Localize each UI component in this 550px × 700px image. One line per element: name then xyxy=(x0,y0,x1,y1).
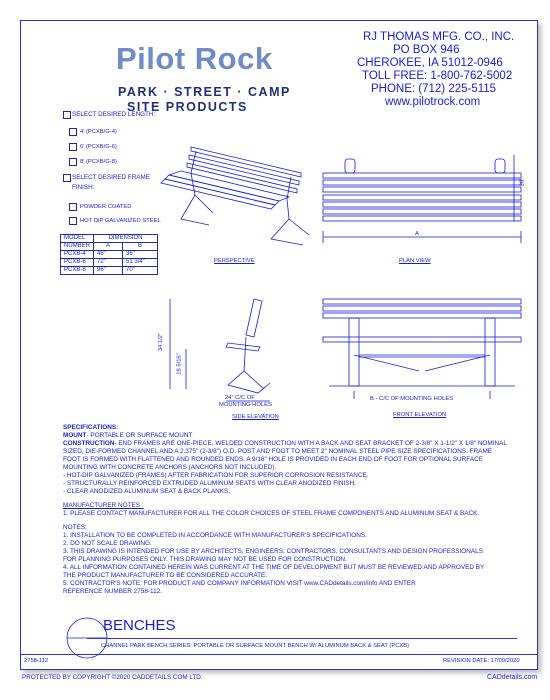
footer-brand[interactable]: CADdetails.com xyxy=(487,674,538,681)
note-line: REFERENCE NUMBER 2758-112. xyxy=(63,588,162,595)
title: BENCHES xyxy=(103,617,176,634)
perspective-label: PERSPECTIVE xyxy=(214,258,255,264)
company-tollfree: TOLL FREE: 1-800-762-5002 xyxy=(362,70,513,82)
logo-tagline: PARK · STREET · CAMP xyxy=(118,85,291,99)
plan-view-drawing xyxy=(319,149,529,259)
specs-construction-label: CONSTRUCTION xyxy=(63,440,115,447)
specs-line: - STRUCTURALLY REINFORCED EXTRUDED ALUMINUM SEATS WITH CLEAR ANODIZED FINISH. xyxy=(63,480,356,487)
side-dim-24-line1: 24" C/C OF xyxy=(225,395,255,401)
ref-number: 2758-112 xyxy=(24,658,49,664)
logo-brand: Pilot Rock xyxy=(116,41,273,76)
finish-option-galvanized: HOT DIP GALVANIZED STEEL xyxy=(80,218,161,224)
side-dim-18: 18 5/16" xyxy=(176,353,183,375)
plan-dim-26: 26" xyxy=(519,177,526,187)
checkbox-finish[interactable] xyxy=(63,174,71,182)
specs-heading: SPECIFICATIONS: xyxy=(63,424,119,431)
table-row xyxy=(61,267,158,275)
company-phone: PHONE: (712) 225-5115 xyxy=(371,83,497,95)
drawing-sheet xyxy=(20,20,538,670)
subtitle: CHANNEL PARK BENCH SERIES: PORTABLE OR SURFACE MOUNT BENCH W/ ALUMINUM BACK & SEAT (PCXB) xyxy=(101,643,410,649)
length-option-6: 6' (PCXB/G-6) xyxy=(80,144,117,150)
side-elevation-label: SIDE ELEVATION xyxy=(232,414,279,420)
table-cell-a: 72" xyxy=(94,259,123,267)
table-row xyxy=(61,259,158,267)
perspective-drawing xyxy=(151,117,321,247)
note-line: THE PRODUCT MANUFACTURER TO BE CONSIDERED ACCURATE. xyxy=(63,572,268,579)
side-dim-34: 34 1/2" xyxy=(158,332,165,352)
note-line: 3. THIS DRAWING IS INTENDED FOR USE BY ARCHITECTS, ENGINEERS, CONTRACTORS, CONSULTANTS AND DESIGN PROFESSIONALS xyxy=(63,548,483,555)
plan-dim-a: A xyxy=(415,231,419,237)
table-cell-b: 70" xyxy=(123,267,158,275)
plan-view-label: PLAN VIEW xyxy=(399,258,431,264)
company-city: CHEROKEE, IA 51012-0946 xyxy=(357,57,503,69)
checkbox-length-8[interactable] xyxy=(69,158,77,166)
checkbox-powder-coated[interactable] xyxy=(69,203,77,211)
specs-line: SIZED, DIE-FORMED CHANNEL AND A 2.375" (2-3/8") O.D. POST AND FOOT TO MEET 2" NOMINAL STEEL PIPE SIZE SPECIFICATIONS. FRAME xyxy=(63,448,493,455)
front-dim-b: B - C/C OF MOUNTING HOLES xyxy=(370,396,454,402)
note-line: 2. DO NOT SCALE DRAWING. xyxy=(63,540,152,547)
dimension-table xyxy=(60,234,158,275)
table-header-dimension: DIMENSION xyxy=(94,235,158,243)
checkbox-length-6[interactable] xyxy=(69,143,77,151)
front-elevation-drawing xyxy=(319,295,529,405)
note-line: 5. CONTRACTOR'S NOTE: FOR PRODUCT AND COMPANY INFORMATION VISIT www.CADdetails.com/info AND ENTER xyxy=(63,580,416,587)
specs-line: FOOT IS FORMED WITH FLATTENED AND ROUNDED ENDS. A 9/16" HOLE IS PROVIDED IN EACH END OF FOOT FOR OPTIONAL SURFACE xyxy=(63,456,483,463)
specs-mount xyxy=(63,432,192,440)
checkbox-length[interactable] xyxy=(63,111,71,119)
table-header-number: NUMBER xyxy=(61,243,94,251)
company-web: www.pilotrock.com xyxy=(385,96,481,108)
table-header-a: A xyxy=(94,243,123,251)
table-header-model: MODEL xyxy=(61,235,94,243)
table-cell-b: 51 3/4" xyxy=(123,259,158,267)
finish-option-powder: POWDER COATED xyxy=(80,204,132,210)
specs-line: MOUNTING WITH CONCRETE ANCHORS (ANCHORS NOT INCLUDED). xyxy=(63,464,277,471)
table-cell-a: 48" xyxy=(94,251,123,259)
table-cell-b: 36" xyxy=(123,251,158,259)
revision-date: REVISION DATE: 17/09/2020 xyxy=(443,658,520,664)
company-po: PO BOX 946 xyxy=(393,44,460,56)
notes-heading: NOTES: xyxy=(63,524,87,531)
footer-copyright: PROTECTED BY COPYRIGHT ©2020 CADDETAILS.COM LTD. xyxy=(22,674,203,681)
bottom-divider xyxy=(21,654,537,655)
table-cell-model: PCXB-8 xyxy=(61,267,94,275)
note-line: FOR PLANNING PURPOSES ONLY. THIS DRAWING MAY NOT BE USED FOR CONSTRUCTION. xyxy=(63,556,347,563)
note-line: 1. INSTALLATION TO BE COMPLETED IN ACCORDANCE WITH MANUFACTURER'S SPECIFICATIONS. xyxy=(63,532,367,539)
specs-line: - CLEAR ANODIZED ALUMINUM SEAT & BACK PLANKS. xyxy=(63,488,231,495)
length-option-8: 8' (PCXB/G-8) xyxy=(80,159,117,165)
table-row xyxy=(61,251,158,259)
side-dim-24-line2: MOUNTING HOLES xyxy=(219,402,272,408)
specs-line: - HOT-DIP GALVANIZED (FRAMES) AFTER FABRICATION FOR SUPERIOR CORROSION RESISTANCE. xyxy=(63,472,369,479)
mfr-notes-line: 1. PLEASE CONTACT MANUFACTURER FOR ALL THE COLOR CHOICES OF STEEL FRAME COMPONENTS AND ALUMINUM SEAT & BACK. xyxy=(63,510,480,517)
finish-heading-2: FINISH: xyxy=(72,184,95,191)
logo-sub: SITE PRODUCTS xyxy=(127,100,248,114)
specs-construction xyxy=(63,440,507,448)
length-heading: SELECT DESIRED LENGTH: xyxy=(72,111,156,118)
checkbox-length-4[interactable] xyxy=(69,128,77,136)
specs-line: - END FRAMES ARE ONE-PIECE, WELDED CONSTRUCTION WITH A BACK AND SEAT BRACKET OF 2-3/8" X 1-1/2" X 1/8" NOMINAL xyxy=(114,440,507,447)
company-name: RJ THOMAS MFG. CO., INC. xyxy=(363,31,515,43)
finish-heading-1: SELECT DESIRED FRAME xyxy=(72,174,150,181)
specs-mount-label: MOUNT xyxy=(63,432,87,439)
checkbox-galvanized[interactable] xyxy=(69,217,77,225)
title-divider xyxy=(87,638,517,639)
table-cell-a: 96" xyxy=(94,267,123,275)
table-cell-model: PCXB-6 xyxy=(61,259,94,267)
front-elevation-label: FRONT ELEVATION xyxy=(393,412,447,418)
table-cell-model: PCXB-4 xyxy=(61,251,94,259)
mfr-notes-heading: MANUFACTURER NOTES : xyxy=(63,502,144,509)
note-line: 4. ALL INFORMATION CONTAINED HEREIN WAS CURRENT AT THE TIME OF DEVELOPMENT BUT MUST BE REVIEWED AND APPROVED BY xyxy=(63,564,485,571)
table-header-b: B xyxy=(123,243,158,251)
length-option-4: 4' (PCXB/G-4) xyxy=(80,129,117,135)
specs-mount-text: - PORTABLE OR SURFACE MOUNT xyxy=(86,432,193,439)
